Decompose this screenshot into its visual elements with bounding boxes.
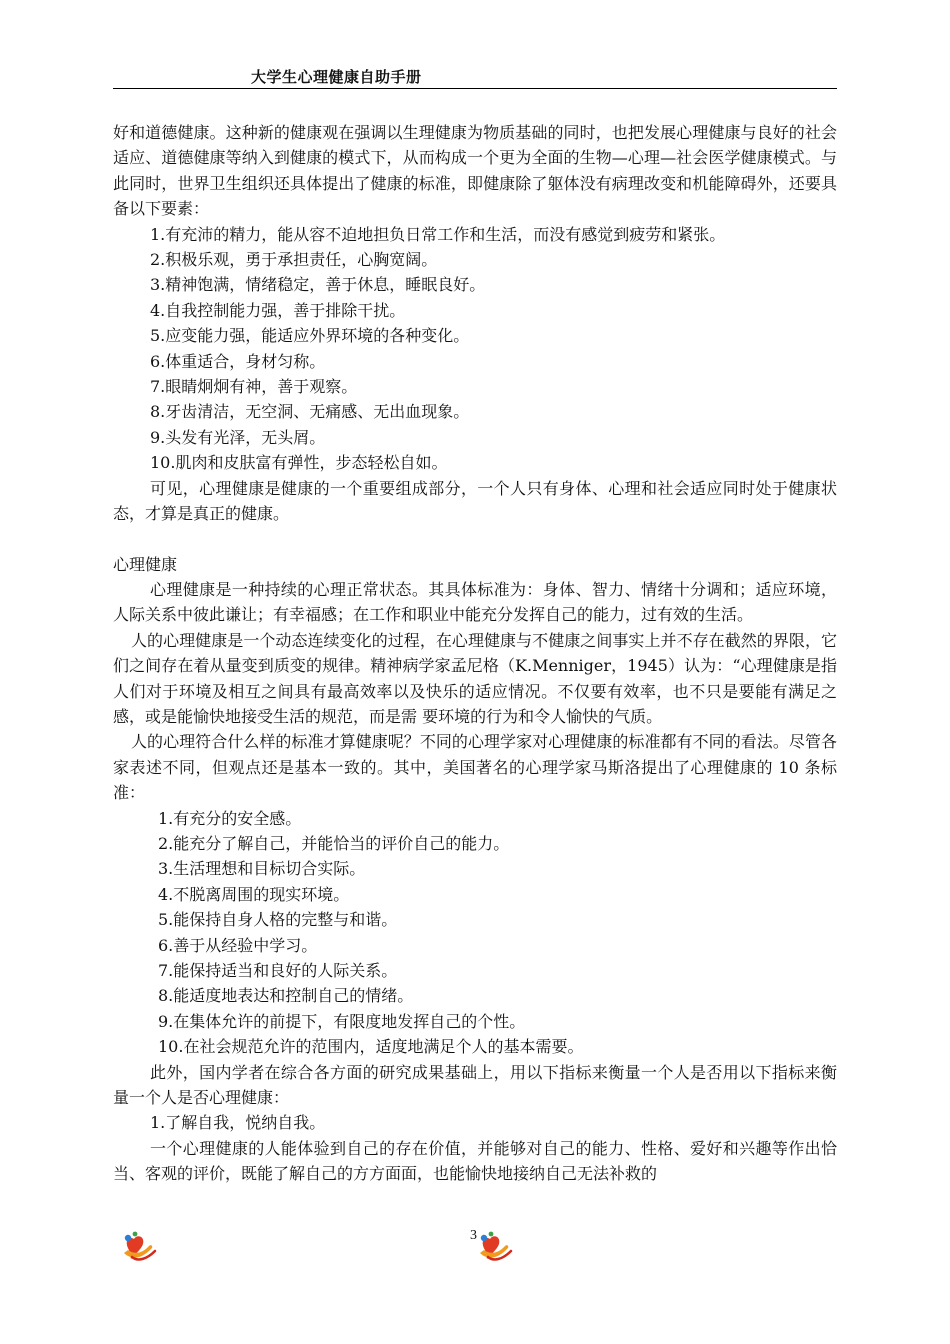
paragraph: 可见，心理健康是健康的一个重要组成部分，一个人只有身体、心理和社会适应同时处于健康状态，才算是真正的健康。 [113,478,837,524]
paragraph: 此外，国内学者在综合各方面的研究成果基础上，用以下指标来衡量一个人是否用以下指标来衡量一个人是否心理健康： [113,1062,837,1108]
section-heading: 心理健康 [113,554,178,574]
list-item: 4.不脱离周围的现实环境。 [158,884,350,904]
list-item: 2.积极乐观，勇于承担责任，心胸宽阔。 [150,250,438,270]
paragraph: 好和道德健康。这种新的健康观在强调以生理健康为物质基础的同时，也把发展心理健康与良好的社会适应、道德健康等纳入到健康的模式下，从而构成一个更为全面的生物—心理—社会医学健康模式。与此同时，世界卫生组织还具体提出了健康的标准，即健康除了躯体没有病理改变和机能障碍外，还要具备以下要素： [113,123,837,219]
list-item: 6.善于从经验中学习。 [158,935,318,955]
list-item: 8.能适度地表达和控制自己的情绪。 [158,986,414,1006]
list-item: 3.生活理想和目标切合实际。 [158,859,366,879]
paragraph: 人的心理健康是一个动态连续变化的过程，在心理健康与不健康之间事实上并不存在截然的界限，它们之间存在着从量变到质变的规律。精神病学家孟尼格（K.Menniger，1945）认为：“心理健康是指人们对于环境及相互之间具有最高效率以及快乐的适应情况。不仅要有效率，也不只是要能有满足之感，或是能愉快地接受生活的规范，而是需 要环境的行为和令人愉快的气质。 [113,630,837,726]
list-item: 9.头发有光泽，无头屑。 [150,427,326,447]
sub-heading: 1.了解自我，悦纳自我。 [150,1113,326,1133]
who-health-criteria-list [113,222,837,476]
list-item: 5.能保持自身人格的完整与和谐。 [158,910,398,930]
paragraph: 一个心理健康的人能体验到自己的存在价值，并能够对自己的能力、性格、爱好和兴趣等作出恰当、客观的评价，既能了解自己的方方面面，也能愉快地接纳自己无法补救的 [113,1138,837,1184]
paragraph: 人的心理符合什么样的标准才算健康呢？不同的心理学家对心理健康的标准都有不同的看法。尽管各家表述不同，但观点还是基本一致的。其中，美国著名的心理学家马斯洛提出了心理健康的 10 条标准： [113,732,837,803]
list-item: 2.能充分了解自己，并能恰当的评价自己的能力。 [158,833,510,853]
header-rule [113,88,837,89]
page-number: 3 [470,1228,477,1243]
list-item: 10.在社会规范允许的范围内，适度地满足个人的基本需要。 [158,1037,584,1057]
header-title: 大学生心理健康自助手册 [251,68,422,86]
paragraph: 心理健康是一种持续的心理正常状态。其具体标准为：身体、智力、情绪十分调和；适应环境，人际关系中彼此谦让；有幸福感；在工作和职业中能充分发挥自己的能力，过有效的生活。 [113,579,837,625]
list-item: 9.在集体允许的前提下，有限度地发挥自己的个性。 [158,1011,526,1031]
document-body [113,120,837,1187]
heart-hands-logo-icon [474,1226,514,1266]
list-item: 8.牙齿清洁，无空洞、无痛感、无出血现象。 [150,402,470,422]
list-item: 1.有充沛的精力，能从容不迫地担负日常工作和生活，而没有感觉到疲劳和紧张。 [150,224,726,244]
list-item: 7.眼睛炯炯有神，善于观察。 [150,377,358,397]
list-item: 5.应变能力强，能适应外界环境的各种变化。 [150,326,470,346]
list-item: 6.体重适合，身材匀称。 [150,351,326,371]
list-item: 7.能保持适当和良好的人际关系。 [158,961,398,980]
list-item: 3.精神饱满，情绪稳定，善于休息，睡眠良好。 [150,275,486,295]
list-item: 4.自我控制能力强，善于排除干扰。 [150,300,406,320]
maslow-criteria-list [113,806,837,1060]
heart-hands-logo-icon [118,1226,158,1266]
blank-line [113,527,837,552]
list-item: 10.肌肉和皮肤富有弹性，步态轻松自如。 [150,453,448,473]
list-item: 1.有充分的安全感。 [158,808,302,828]
